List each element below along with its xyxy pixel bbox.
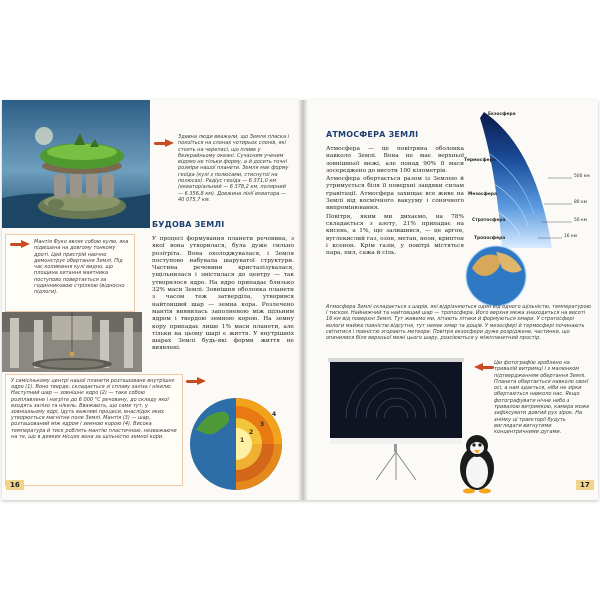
layers-caption: Атмосфера Землі складається з шарів, які відрізняються один від одного щільністю, температурою і тиском. Найнижчий та найтовщий шар — тропосфера. Його верхня межа знаходиться на висоті 16 км від поверхні Землі. Тут живемо ми, літають літаки й формуються хмари. У стратосфері вологи майже повністю відсутня, тут немає хмар та дощів. У мезосфері й термосфері починають світитися і повністю згорають метеори. Повітря екзосфери дуже розріджене, частинки, що опинилися біля верхньої межі цього шару, розсіюються у міжпланетний простір. <box>326 304 591 342</box>
layer-label-stratosphere: Стратосфера <box>472 218 506 223</box>
layer-label-mesosphere: Мезосфера <box>468 192 497 197</box>
orange-arrow-icon <box>472 364 494 371</box>
atmosphere-section-title: АТМОСФЕРА ЗЕМЛІ <box>326 130 419 139</box>
layer-label-exosphere: Екзосфера <box>488 112 516 117</box>
core-label-1: 1 <box>240 437 245 444</box>
photo-caption: Цю фотографію зроблено на тривалій витримці і з малюнком підтвердженням обертання Землі. Планета обертається навколо своєї осі, а нам здається, ніби не зірки обертаються навколо нас. Якщо фотографувати нічне небо з тривалою витримкою, камера може зафіксувати довгий рух зірок. На знімку ці траєкторії будуть виглядати вигнутими концентричними дугами. <box>494 360 590 436</box>
orange-arrow-icon <box>186 378 208 385</box>
altitude-label-500: 500 км <box>574 174 590 179</box>
foucault-caption: Мантія Фуко являє собою кулю, яка підвішена на довгому тонкому дроті. Цей пристрій наочно демонструє обертання Землі. Під час коливання кулі видно, що площина хитання маятника поступово повертається за годинниковою стрілкою (відносно підлоги). <box>34 239 129 296</box>
book-spread <box>2 100 598 500</box>
atmosphere-text <box>326 146 464 258</box>
orange-arrow-icon <box>154 140 176 147</box>
penguin-mascot <box>452 430 502 494</box>
altitude-label-80: 80 км <box>574 200 587 205</box>
core-label-3: 3 <box>260 421 265 428</box>
left-page <box>2 100 302 500</box>
altitude-label-50: 50 км <box>574 218 587 223</box>
foucault-pendulum-photo <box>2 312 142 372</box>
core-label-2: 2 <box>249 429 254 436</box>
core-caption-box <box>5 374 183 486</box>
intro-caption: Здавна люди вважали, що Земля пласка і покоїться на слонах чотирьох слонів, які стоять на черепасі, що пливе у безкрайньому океані. Сучасним ученим відомо не тільки форму, а й досить точні розміри нашої планети. Земля має форму геоїда (кулі з полюсами, стиснутої на полюсах). Радіус геоїда — 6 371,0 км (екваторіальний — 6 378,2 км, полярний — 6 356,8 км). Довжина лінії екватора — 40 075,7 км. <box>178 134 289 203</box>
foucault-caption-box <box>5 234 135 312</box>
altitude-label-16: 16 км <box>564 234 577 239</box>
atmosphere-layers-diagram <box>462 108 594 308</box>
ancient-earth-illustration <box>2 100 150 228</box>
left-page-number: 16 <box>6 480 24 490</box>
layer-label-thermosphere: Термосфера <box>464 158 496 163</box>
layer-label-troposphere: Тропосфера <box>474 236 506 241</box>
atmosphere-paragraph-1: Атмосфера — це повітряна оболонка навколо Землі. Вона не має верхньої зовнішньої межі, але понад 90% її маси зосереджено до висоти 100 кілометрів. <box>326 146 464 174</box>
atmosphere-paragraph-3: Повітря, яким ми дихаємо, на 78% складається з азоту, 21% припадає на кисень, а 1%, що залишився, — це аргон, вуглекислий газ, озон, метан, неон, криптон і ксенон. Крім газів, у повітрі містяться пара, пил, сажа й сіль. <box>326 213 464 257</box>
right-page <box>302 100 598 500</box>
orange-arrow-icon <box>10 241 32 248</box>
star-trails-screen <box>326 358 466 482</box>
structure-paragraph: У процесі формування планети речовина, з якої вона утворилася, була дуже сильно розігріта. Вона охолоджувалася, і Земля поступово набувала шаруватої структури. Частина речовини кристалізувалася, ущільнилася і змістилася до центру — так утворилося ядро. На ядро припадає близько 32% маси Землі. Зовнішня оболонка планети з часом теж затверділа, утворився найтонший шар — земна кора. Розлечено мантія виявилась заполненою між щільним ядром і твердою земною корою. На земну кору припадає лише 1% маси планети, але тільки на цьому шарі є життя. У внутрішніх шарах Землі будь-які форми життя не виявлені. <box>152 236 294 352</box>
atmosphere-paragraph-2: Атмосфера обертається разом із Землею й утримується біля її поверхні завдяки силам гравітації. Атмосфера захищає все живе на Землі від космічного вакууму і сонячного випромінювання. <box>326 176 464 212</box>
core-caption: У самісінькому центрі нашої планети розташоване внутрішнє ядро (1). Воно тверде, складається зі сплаву заліза і нікелю. Наступний шар — зовнішнє ядро (2) — таке собою розплавлене і нагріте до 6 000 °С речовину, до складу якої входять залізо та нікель. Вважають, що саме тут, у зовнішньому ядрі, ідуть важливі процеси, внаслідок яких утворюється магнітне поле Землі. Мантія (3) — шар, розташований між ядром і земною корою (4). Висока температура й тиск роблять мантію пластичною, незважаючи на те, що в деяких місцях вона за щільністю земної кори. <box>11 378 177 440</box>
structure-section-title: БУДОВА ЗЕМЛІ <box>152 220 225 229</box>
right-page-number: 17 <box>576 480 594 490</box>
core-label-4: 4 <box>272 411 277 418</box>
